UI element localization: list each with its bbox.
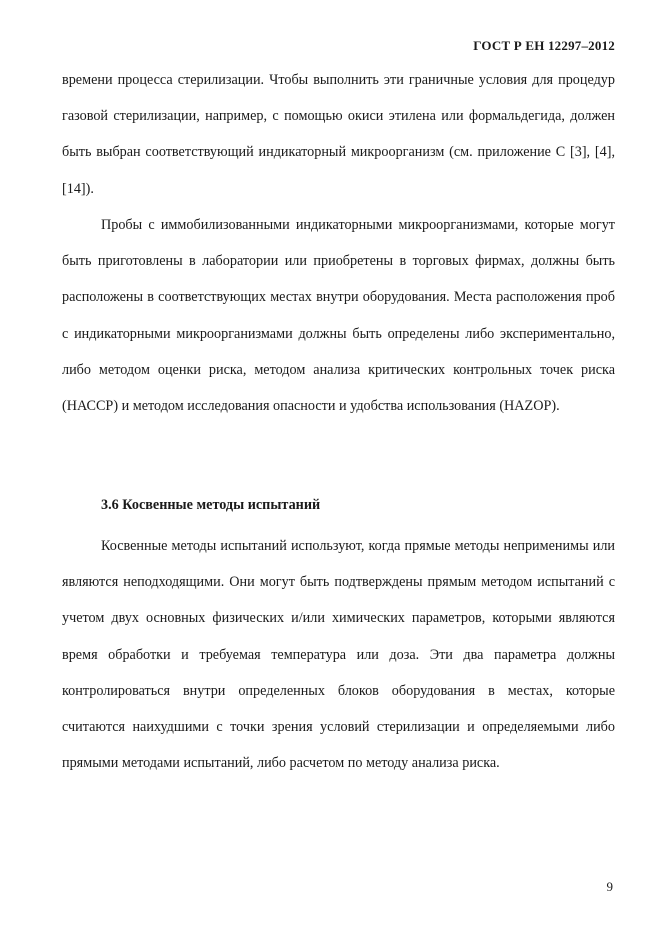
paragraph-sterilization-conditions: времени процесса стерилизации. Чтобы выполнить эти граничные условия для процедур газовой стерилизации, например, с помощью окиси этилена или формальдегида, должен быть выбран соответствующий индикаторный микроорганизм (см. приложение С [3], [4], [14]). [62,72,615,197]
paragraph-indicator-samples: Пробы с иммобилизованными индикаторными микроорганизмами, которые могут быть приготовлены в лаборатории или приобретены в торговых фирмах, должны быть расположены в соответствующих местах внутри оборудования. Места расположения проб с индикаторными микроорганизмами должны быть определены либо экспериментально, либо методом оценки риска, методом анализа критических контрольных точек риска (НАССР) и методом исследования опасности и удобства использования (HAZOP). [62,217,615,415]
document-header: ГОСТ Р ЕН 12297–2012 [473,38,615,53]
paragraph-indirect-methods: Косвенные методы испытаний используют, когда прямые методы неприменимы или являются неподходящими. Они могут быть подтверждены прямым методом испытаний с учетом двух основных физических и/или химических параметров, которыми являются время обработки и требуемая температура или доза. Эти два параметра должны контролироваться внутри определенных блоков оборудования в местах, которые считаются наихудшими с точки зрения условий стерилизации и определяемыми либо прямыми методами испытаний, либо расчетом по методу анализа риска. [62,538,615,772]
section-heading: 3.6 Косвенные методы испытаний [101,497,321,513]
page-number: 9 [606,879,613,894]
